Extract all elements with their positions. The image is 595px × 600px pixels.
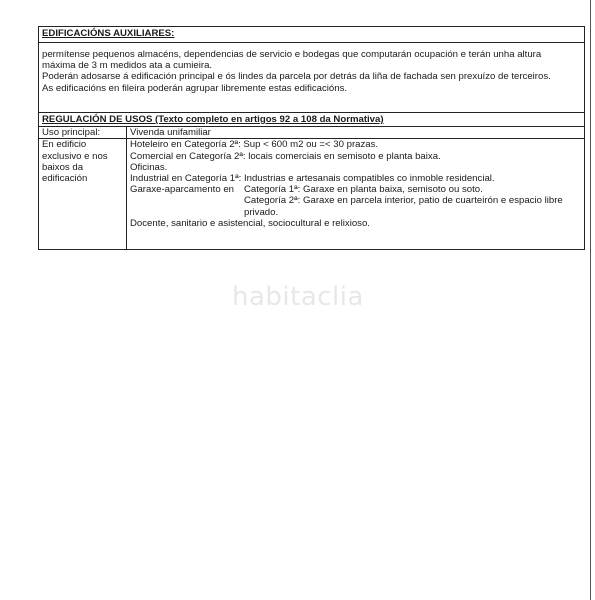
document-table [38,26,585,250]
uso-principal-value: Vivenda unifamiliar [127,127,585,139]
garaxe-categoria-2: Categoría 2ª: Garaxe en parcela interior, patio de cuarteirón e espacio libre privado. [244,195,563,218]
paragraph-line: máxima de 3 m medidos ata a cumieira. [42,60,213,72]
paragraph-line: As edificacións en fileira poderán agrupar libremente estas edificacións. [42,82,348,94]
usos-detail [127,139,585,250]
uso-industrial: Industrial en Categoría 1ª: Industrias e artesanais compatibles co inmoble residencial. [130,173,495,185]
section-body-edificacions [39,43,585,113]
paragraph-line: permítense pequenos almacéns, dependencias de servicio e bodegas que computarán ocupación e terán unha altura [42,49,542,60]
uso-oficinas: Oficinas. [130,161,168,173]
page-edge [590,0,591,600]
section-title-regulacion: REGULACIÓN DE USOS (Texto completo en artigos 92 a 108 da Normativa) [39,113,585,127]
garaxe-categories [244,184,581,218]
section-title-edificacions: EDIFICACIÓNS AUXILIARES: [39,27,585,43]
uso-principal-label: Uso principal: [39,127,127,139]
garaxe-categoria-1: Categoría 1ª: Garaxe en planta baixa, semisoto ou soto. [244,184,483,196]
uso-docente: Docente, sanitario e asistencial, sociocultural e relixioso. [130,217,370,229]
watermark-logo: habitaclia [232,282,364,312]
uso-comercial: Comercial en Categoría 2ª: locais comerciais en semisoto e planta baixa. [130,150,441,162]
uso-hoteleiro: Hoteleiro en Categoría 2ª: Sup < 600 m2 ou =< 30 prazas. [130,139,379,151]
paragraph-line: Poderán adosarse á edificación principal e ós lindes da parcela por detrás da liña de fachada sen prexuízo de terceiros. [42,71,551,83]
garaxe-label: Garaxe-aparcamento en [130,184,234,196]
uso-garaxe [130,184,581,218]
usos-left-label: En edificio exclusivo e nos baixos da edificación [39,139,127,250]
